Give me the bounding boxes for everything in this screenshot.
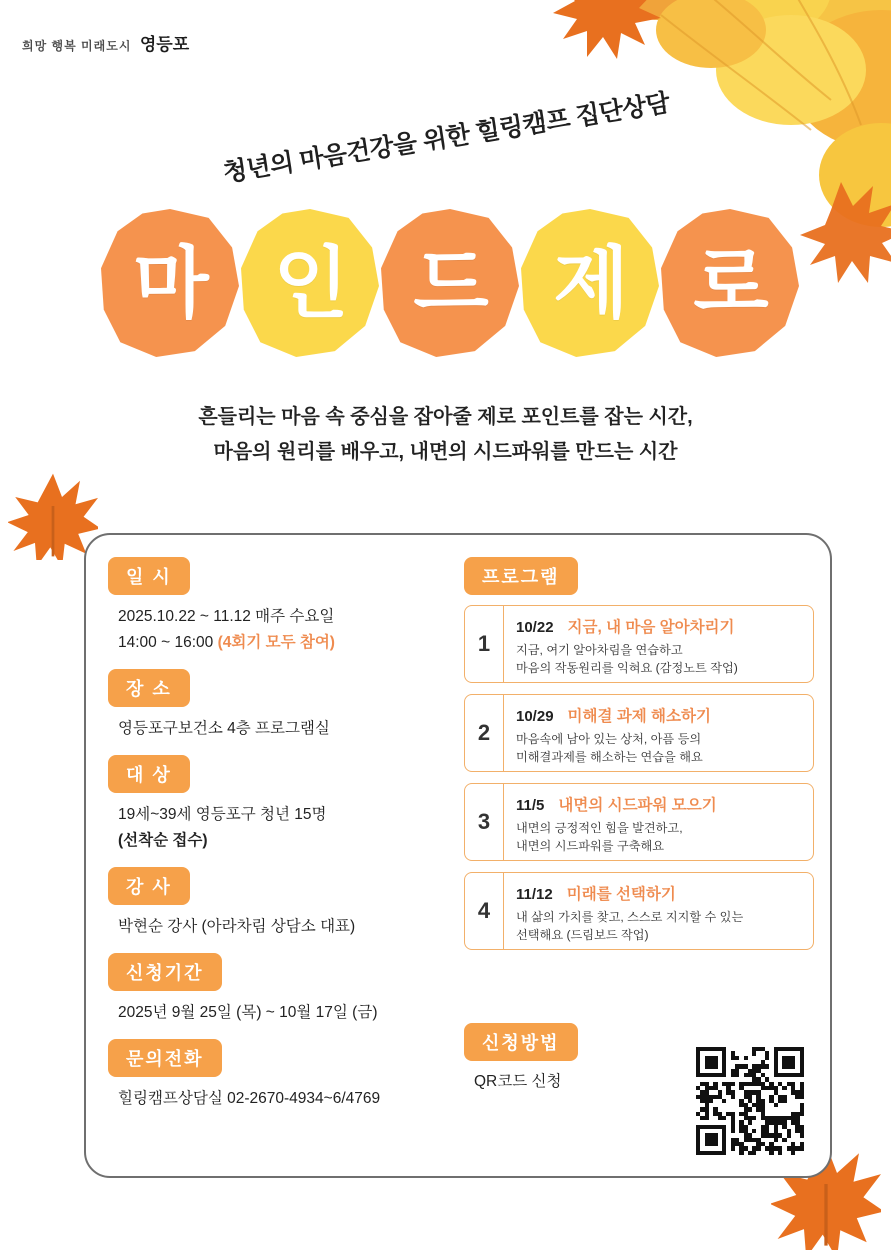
target-line-1: 19세~39세 영등포구 청년 15명	[118, 806, 327, 824]
info-left-column	[108, 557, 438, 1125]
label-place: 장 소	[108, 669, 190, 707]
program-body	[504, 873, 813, 949]
program-desc-line-1: 지금, 여기 알아차림을 연습하고	[516, 643, 683, 657]
subtitle-line-2: 마음의 원리를 배우고, 내면의 시드파워를 만드는 시간	[213, 441, 678, 463]
program-header	[516, 704, 803, 726]
program-body	[504, 784, 813, 860]
title-char-label-1: 마	[133, 239, 207, 327]
label-program: 프로그램	[464, 557, 578, 595]
label-target: 대 상	[108, 755, 190, 793]
program-desc-line-1: 내 삶의 가치를 찾고, 스스로 지지할 수 있는	[516, 910, 744, 924]
title-char-4	[521, 209, 659, 357]
program-item	[464, 783, 814, 861]
info-block-datetime	[108, 557, 438, 655]
title-char-2	[241, 209, 379, 357]
title-char-3	[381, 209, 519, 357]
program-title: 내면의 시드파워 모으기	[558, 797, 717, 814]
period-line-1: 2025년 9월 25일 (목) ~ 10월 17일 (금)	[118, 1004, 378, 1022]
title-char-label-2: 인	[273, 239, 347, 327]
program-desc-line-2: 선택해요 (드림보드 작업)	[516, 927, 649, 942]
place-line-1: 영등포구보건소 4층 프로그램실	[118, 720, 330, 738]
program-number: 3	[465, 784, 504, 860]
title-char-label-3: 드	[413, 239, 487, 327]
program-header	[516, 882, 803, 904]
maple-leaf-icon-left	[8, 470, 98, 560]
program-desc-line-2: 내면의 시드파워를 구축해요	[516, 838, 665, 853]
program-body	[504, 606, 813, 682]
info-block-lecturer	[108, 867, 438, 939]
program-body	[504, 695, 813, 771]
datetime-line-1: 2025.10.22 ~ 11.12 매주 수요일	[118, 608, 335, 625]
logo-tagline: 희망 행복 미래도시	[22, 39, 132, 53]
info-block-contact	[108, 1039, 438, 1111]
program-date: 10/29	[516, 708, 554, 725]
info-card	[84, 533, 832, 1178]
datetime-note: (4회기 모두 참여)	[217, 634, 335, 652]
program-column	[464, 557, 814, 961]
poster-title	[100, 198, 800, 368]
program-date: 11/12	[516, 886, 553, 903]
title-char-label-4: 제	[553, 239, 627, 327]
apply-method-text: QR코드 신청	[474, 1073, 562, 1090]
datetime-time: 14:00 ~ 16:00	[118, 634, 214, 652]
label-lecturer: 강 사	[108, 867, 190, 905]
program-date: 10/22	[516, 619, 554, 636]
program-title: 미래를 선택하기	[566, 886, 676, 903]
program-number: 4	[465, 873, 504, 949]
poster-headline: 청년의 마음건강을 위한 힐링캠프 집단상담	[221, 88, 672, 188]
info-block-target	[108, 755, 438, 853]
program-number: 2	[465, 695, 504, 771]
title-char-label-5: 로	[693, 239, 767, 327]
contact-line-1: 힐링캠프상담실 02-2670-4934~6/4769	[118, 1090, 381, 1108]
qr-code[interactable]	[696, 1047, 804, 1155]
info-block-place	[108, 669, 438, 741]
program-item	[464, 872, 814, 950]
datetime-line-2	[118, 631, 438, 655]
title-char-1	[101, 209, 239, 357]
poster-subtitle	[0, 400, 891, 470]
program-date: 11/5	[516, 797, 545, 814]
subtitle-line-1: 흔들리는 마음 속 중심을 잡아줄 제로 포인트를 잡는 시간,	[198, 406, 693, 428]
program-title: 지금, 내 마음 알아차리기	[567, 619, 735, 636]
program-desc-line-1: 마음속에 남아 있는 상처, 아픔 등의	[516, 732, 702, 746]
label-apply-method: 신청방법	[464, 1023, 578, 1061]
program-desc-line-1: 내면의 긍정적인 힘을 발견하고,	[516, 821, 683, 835]
lecturer-line-1: 박현순 강사 (아라차림 상담소 대표)	[118, 918, 356, 936]
title-char-5	[661, 209, 799, 357]
label-period: 신청기간	[108, 953, 222, 991]
logo-district: 영등포	[139, 35, 190, 54]
program-desc-line-2: 미해결과제를 해소하는 연습을 해요	[516, 749, 703, 764]
program-item	[464, 605, 814, 683]
program-header	[516, 615, 803, 637]
target-line-2: (선착순 접수)	[118, 832, 208, 850]
label-contact: 문의전화	[108, 1039, 222, 1077]
program-header	[516, 793, 803, 815]
label-datetime: 일 시	[108, 557, 190, 595]
program-number: 1	[465, 606, 504, 682]
program-desc-line-2: 마음의 작동원리를 익혀요 (감정노트 작업)	[516, 660, 738, 675]
yeongdeungpo-logo	[22, 30, 202, 64]
program-item	[464, 694, 814, 772]
qr-code-grid	[696, 1047, 804, 1155]
info-block-period	[108, 953, 438, 1025]
program-title: 미해결 과제 해소하기	[567, 708, 711, 725]
